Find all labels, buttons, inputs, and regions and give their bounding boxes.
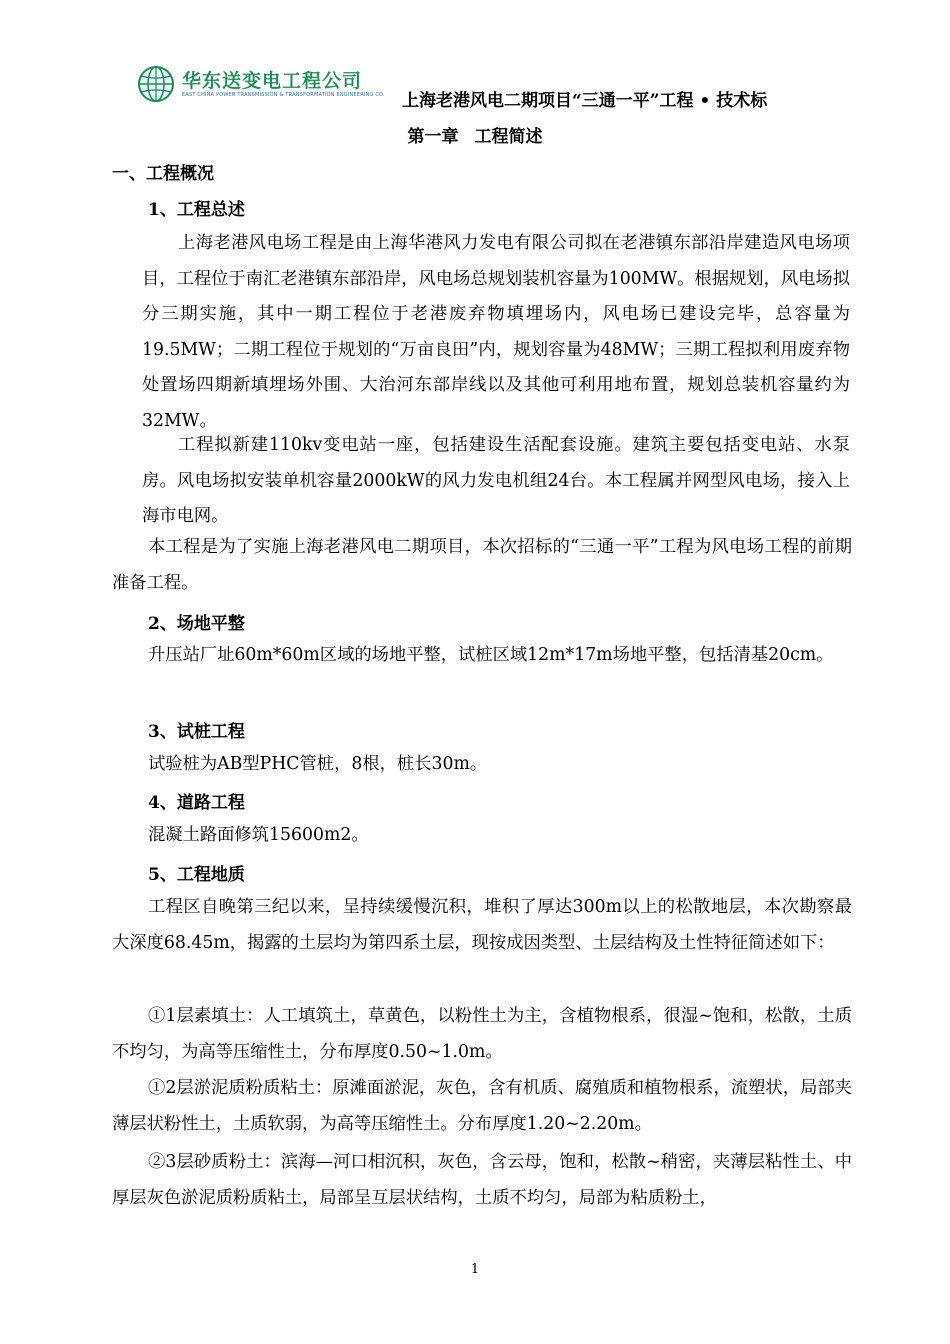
- logo-company-name-en: EAST CHINA POWER TRANSMISSION & TRANSFORMATION ENGINEERING CO.: [182, 92, 385, 98]
- paragraph-geology-layer-1-1: ①1层素填土：人工填筑土，草黄色，以粉性土为主，含植物根系，很湿~饱和，松散，土质不均匀，为高等压缩性土，分布厚度0.50~1.0m。: [112, 1006, 852, 1062]
- chapter-title: 工程简述: [474, 127, 543, 147]
- chapter-number: 第一章: [407, 127, 459, 147]
- company-logo: [136, 62, 385, 108]
- subsection-heading-overview: 1、工程总述: [148, 200, 245, 220]
- paragraph-test-piles: 试验桩为AB型PHC管桩，8根，桩长30m。: [148, 754, 488, 774]
- paragraph-geology-intro: 工程区自晚第三纪以来，呈持续缓慢沉积，堆积了厚达300m以上的松散地层，本次勘察最大深度68.45m，揭露的土层均为第四系土层，现按成因类型、土层结构及土性特征简述如下：: [112, 897, 852, 953]
- paragraph-overview-2: 工程拟新建110kv变电站一座，包括建设生活配套设施。建筑主要包括变电站、水泵房。风电场拟安装单机容量2000kW的风力发电机组24台。本工程属并网型风电场，接入上海市电网。: [142, 435, 850, 526]
- subsection-heading-roads: 4、道路工程: [148, 793, 245, 813]
- paragraph-site-leveling: 升压站厂址60m*60m区域的场地平整，试桩区域12m*17m场地平整，包括清基20cm。: [148, 645, 834, 665]
- paragraph-geology-layer-1-2: ①2层淤泥质粉质粘土：原滩面淤泥，灰色，含有机质、腐殖质和植物根系，流塑状，局部夹薄层状粉性土，土质软弱，为高等压缩性土。分布厚度1.20~2.20m。: [112, 1078, 852, 1134]
- header-title: 上海老港风电二期项目“三通一平”工程 • 技术标: [402, 91, 768, 111]
- page-number: 1: [470, 1262, 480, 1277]
- paragraph-roads: 混凝土路面修筑15600m2。: [148, 825, 369, 845]
- paragraph-overview-1: 上海老港风电场工程是由上海华港风力发电有限公司拟在老港镇东部沿岸建造风电场项目，工程位于南汇老港镇东部沿岸，风电场总规划装机容量为100MW。根据规划，风电场拟分三期实施，其中一期工程位于老港废弃物填埋场内，风电场已建设完毕，总容量为19.5MW；二期工程位于规划的“万亩良田”内，规划容量为48MW；三期工程拟利用废弃物处置场四期新填埋场外围、大治河东部岸线以及其他可利用地布置，规划总装机容量约为32MW。: [142, 233, 850, 431]
- chapter-heading: [0, 122, 950, 147]
- paragraph-geology-layer-2-3: ②3层砂质粉土：滨海—河口相沉积，灰色，含云母，饱和，松散~稍密，夹薄层粘性土、中厚层灰色淤泥质粉质粘土，局部呈互层状结构，土质不均匀，局部为粘质粉土，: [112, 1152, 852, 1208]
- logo-company-name: 华东送变电工程公司: [182, 70, 363, 92]
- subsection-heading-test-piles: 3、试桩工程: [148, 722, 245, 742]
- paragraph-overview-3: 本工程是为了实施上海老港风电二期项目，本次招标的“三通一平”工程为风电场工程的前期准备工程。: [112, 537, 852, 593]
- globe-logo-icon: [136, 64, 176, 104]
- subsection-heading-site-leveling: 2、场地平整: [148, 614, 245, 634]
- subsection-heading-geology: 5、工程地质: [148, 865, 245, 885]
- section-heading: 一、工程概况: [112, 164, 214, 184]
